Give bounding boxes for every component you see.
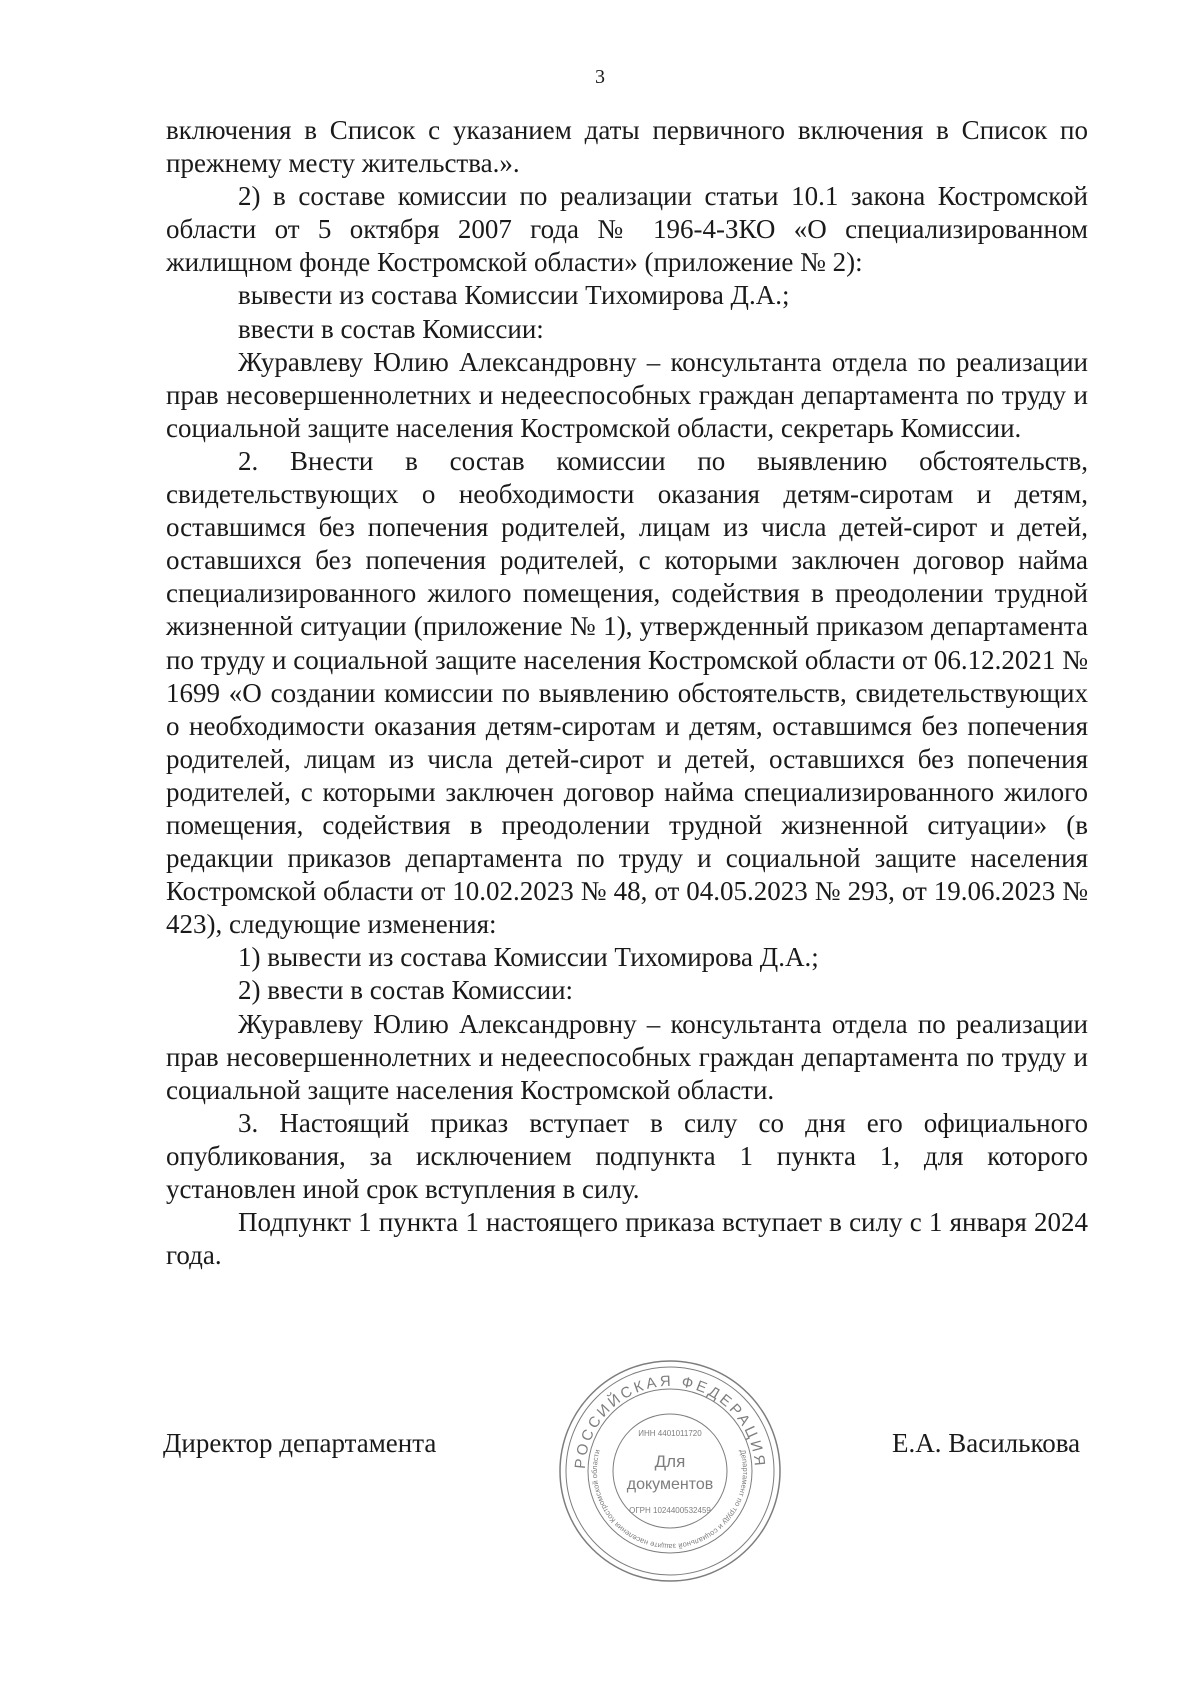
paragraph: 1) вывести из состава Комиссии Тихомирова Д.А.; — [238, 942, 819, 973]
paragraph: Журавлеву Юлию Александровну – консультанта отдела по реализации прав несовершеннолетних и недееспособных граждан департамента по труду и социальной защите населения Костромской области. — [166, 1008, 1088, 1105]
paragraph: 3. Настоящий приказ вступает в силу со дня его официального опубликования, за исключением подпункта 1 пункта 1, для которого установлен иной срок вступления в силу. — [166, 1107, 1088, 1204]
paragraph: вывести из состава Комиссии Тихомирова Д.А.; — [238, 280, 790, 311]
paragraph: ввести в состав Комиссии: — [238, 313, 544, 344]
seal-center-line-2: документов — [626, 1476, 714, 1493]
signatory-position: Директор департамента — [163, 1428, 437, 1458]
paragraph: Подпункт 1 пункта 1 настоящего приказа вступает в силу с 1 января 2024 года. — [166, 1207, 1088, 1271]
seal-ogrn: ОГРН 1024400532459 — [629, 1506, 711, 1515]
paragraph: 2) ввести в состав Комиссии: — [238, 975, 574, 1006]
seal-outer-text: РОССИЙСКАЯ ФЕДЕРАЦИЯ — [571, 1372, 769, 1470]
paragraph: 2) в составе комиссии по реализации статьи 10.1 закона Костромской области от 5 октября 2007 года № 196-4-ЗКО «О специализированном жилищном фонде Костромской области» (приложение № 2): — [166, 181, 1088, 278]
official-seal — [555, 1356, 785, 1586]
seal-ring-text: Департамент по труду и социальной защите населения Костромской области — [589, 1448, 750, 1552]
document-body — [166, 114, 1088, 1272]
paragraph: включения в Список с указанием даты первичного включения в Список по прежнему месту жительства.». — [166, 115, 1088, 179]
paragraph: Журавлеву Юлию Александровну – консультанта отдела по реализации прав несовершеннолетних и недееспособных граждан департамента по труду и социальной защите населения Костромской области, секретарь Комиссии. — [166, 346, 1088, 443]
seal-inn: ИНН 4401011720 — [638, 1429, 702, 1438]
signatory-name: Е.А. Василькова — [892, 1428, 1081, 1458]
seal-center-line-1: Для — [654, 1452, 686, 1471]
page-number: 3 — [595, 66, 605, 88]
paragraph: 2. Внести в состав комиссии по выявлению обстоятельств, свидетельствующих о необходимости оказания детям-сиротам и детям, оставшимся без попечения родителей, лицам из числа детей-сирот и детей, оставшихся без попечения родителей, с которыми заключен договор найма специализированного жилого помещения, содействия в преодолении трудной жизненной ситуации (приложение № 1), утвержденный приказом департамента по труду и социальной защите населения Костромской области от 06.12.2021 № 1699 «О создании комиссии по выявлению обстоятельств, свидетельствующих о необходимости оказания детям-сиротам и детям, оставшимся без попечения родителей, лицам из числа детей-сирот и детей, оставшихся без попечения родителей, с которыми заключен договор найма специализированного жилого помещения, содействия в преодолении трудной жизненной ситуации» (в редакции приказов департамента по труду и социальной защите населения Костромской области от 10.02.2023 № 48, от 04.05.2023 № 293, от 19.06.2023 № 423), следующие изменения: — [166, 445, 1088, 940]
